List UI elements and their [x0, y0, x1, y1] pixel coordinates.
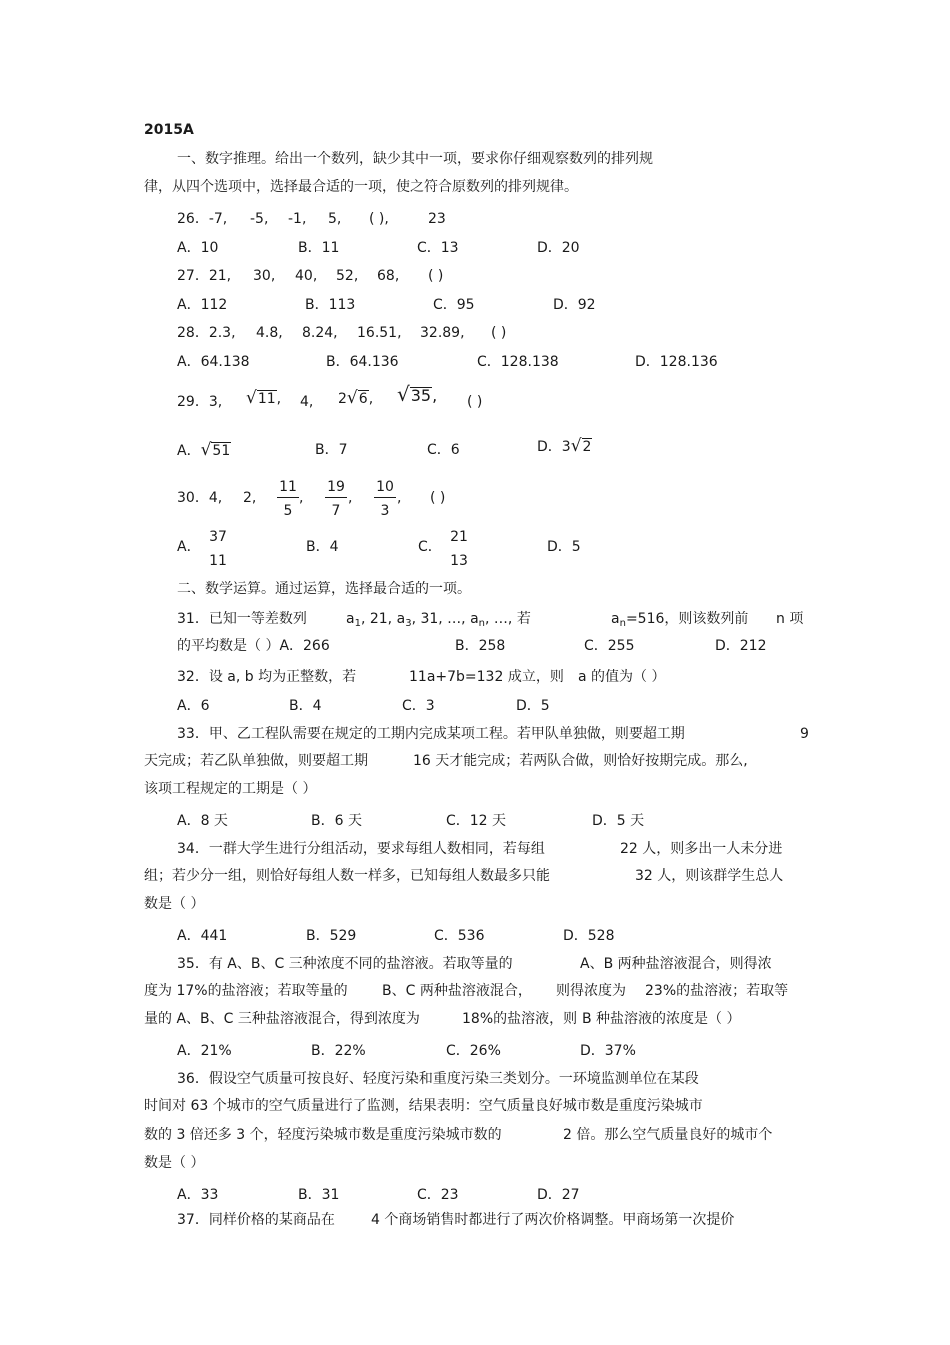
q34-option-c: C．536 [434, 928, 485, 944]
q32-line-1a: 32．设 a, b 均为正整数，若 [177, 669, 357, 685]
q33-option-a: A．8 天 [177, 813, 228, 829]
q30-comma-2: , [348, 490, 353, 506]
q28-stem-1: 4.8, [256, 325, 283, 341]
q30-label: 30．4, [177, 490, 223, 506]
q26-option-d: D．20 [537, 240, 580, 256]
q30-option-a-numerator: 37 [209, 529, 227, 545]
q30-frac3-bar [374, 497, 396, 498]
q37-line-1b: 4 个商场销售时都进行了两次价格调整。甲商场第一次提价 [371, 1212, 735, 1228]
q34-option-a: A．441 [177, 928, 228, 944]
q27-option-c: C．95 [433, 297, 475, 313]
q33-option-d: D．5 天 [592, 813, 645, 829]
q27-stem-4: 68, [377, 268, 400, 284]
q30-frac2-denominator: 7 [331, 503, 341, 519]
q34-option-d: D．528 [563, 928, 615, 944]
q33-line-1-end: 9 [800, 726, 809, 742]
q33-option-c: C．12 天 [446, 813, 507, 829]
q27-stem-0: 27．21, [177, 268, 232, 284]
q26-stem-1: -5, [250, 211, 269, 227]
q35-line-2c: 则得浓度为 [556, 983, 626, 999]
q30-option-c-label: C． [418, 539, 442, 555]
q27-option-a: A．112 [177, 297, 228, 313]
q33-line-1: 33．甲、乙工程队需要在规定的工期内完成某项工程。若甲队单独做，则要超工期 [177, 726, 685, 742]
q36-line-3a: 数的 3 倍还多 3 个，轻度污染城市数是重度污染城市数的 [144, 1127, 502, 1143]
q30-option-c-denominator: 13 [450, 553, 468, 569]
q31-line-1d: n 项 [776, 611, 804, 627]
q29-term-4: 4, [300, 394, 314, 410]
q29-sqrt-11: √11, [246, 388, 282, 408]
q35-option-a: A．21% [177, 1043, 232, 1059]
q28-option-a: A．64.138 [177, 354, 250, 370]
q34-line-1b: 22 人，则多出一人未分进 [620, 841, 783, 857]
q27-option-d: D．92 [553, 297, 596, 313]
q26-stem-4: ( ), [369, 211, 389, 227]
q31-option-c: C．255 [584, 638, 635, 654]
q36-line-2: 时间对 63 个城市的空气质量进行了监测，结果表明：空气质量良好城市数是重度污染城市 [144, 1098, 703, 1114]
q34-line-3: 数是（ ） [144, 896, 205, 912]
q36-option-d: D．27 [537, 1187, 580, 1203]
q27-stem-2: 40, [295, 268, 318, 284]
q35-option-d: D．37% [580, 1043, 636, 1059]
q26-stem-5: 23 [428, 211, 446, 227]
q33-line-2a: 天完成；若乙队单独做，则要超工期 [144, 753, 368, 769]
q32-line-1b: 11a+7b=132 成立，则 [409, 669, 564, 685]
q30-frac1-denominator: 5 [283, 503, 293, 519]
section-1-intro-line-1: 一、数字推理。给出一个数列，缺少其中一项，要求你仔细观察数列的排列规 [177, 151, 653, 167]
q36-line-4: 数是（ ） [144, 1155, 205, 1171]
section-2-intro: 二、数学运算。通过运算，选择最合适的一项。 [177, 581, 471, 597]
q30-option-c-numerator: 21 [450, 529, 468, 545]
q28-stem-5: ( ) [491, 325, 507, 341]
q30-blank: ( ) [430, 490, 446, 506]
q36-option-b: B．31 [298, 1187, 340, 1203]
q26-stem-2: -1, [288, 211, 307, 227]
q35-line-2d: 23%的盐溶液；若取等 [645, 983, 789, 999]
q35-option-b: B．22% [311, 1043, 366, 1059]
q29-option-d: D．3√2 [537, 436, 592, 456]
q28-stem-2: 8.24, [302, 325, 338, 341]
q30-option-a-denominator: 11 [209, 553, 227, 569]
q29-sqrt-35: √35, [397, 382, 438, 406]
q27-stem-1: 30, [253, 268, 276, 284]
q30-frac1-bar [277, 497, 299, 498]
q36-line-1: 36．假设空气质量可按良好、轻度污染和重度污染三类划分。一环境监测单位在某段 [177, 1071, 699, 1087]
q35-option-c: C．26% [446, 1043, 501, 1059]
q31-line-1a: 31．已知一等差数列 [177, 611, 307, 627]
q30-frac2-bar [325, 497, 347, 498]
q29-2sqrt6: 2√6, [338, 388, 374, 408]
q29-option-c: C．6 [427, 442, 460, 458]
q35-line-1b: A、B 两种盐溶液混合，则得浓 [580, 956, 772, 972]
q34-line-2a: 组；若少分一组，则恰好每组人数一样多，已知每组人数最多只能 [144, 868, 550, 884]
q35-line-3a: 量的 A、B、C 三种盐溶液混合，得到浓度为 [144, 1011, 420, 1027]
q33-line-3: 该项工程规定的工期是（ ） [144, 781, 317, 797]
q31-line-2: 的平均数是（ ）A．266 [177, 638, 330, 654]
q27-stem-3: 52, [336, 268, 359, 284]
q30-frac2-numerator: 19 [327, 479, 345, 495]
q28-option-b: B．64.136 [326, 354, 399, 370]
q32-option-b: B．4 [289, 698, 322, 714]
q35-line-1a: 35．有 A、B、C 三种浓度不同的盐溶液。若取等量的 [177, 956, 513, 972]
q30-frac3-denominator: 3 [380, 503, 390, 519]
q27-stem-5: ( ) [428, 268, 444, 284]
q26-option-c: C．13 [417, 240, 459, 256]
q30-option-b: B．4 [306, 539, 339, 555]
q36-option-c: C．23 [417, 1187, 459, 1203]
q32-option-a: A．6 [177, 698, 210, 714]
q34-line-1a: 34．一群大学生进行分组活动，要求每组人数相同，若每组 [177, 841, 545, 857]
q34-option-b: B．529 [306, 928, 357, 944]
q29-option-a: A．√51 [177, 440, 231, 460]
q32-line-1c: a 的值为（ ） [578, 669, 666, 685]
q35-line-3b: 18%的盐溶液，则 [462, 1011, 578, 1027]
q31-option-b: B．258 [455, 638, 506, 654]
q28-option-c: C．128.138 [477, 354, 559, 370]
q30-option-a-label: A． [177, 539, 201, 555]
q31-line-1b: $a_1$, 21, $a_3$, 31, …, $a_n$, …, 若 [346, 611, 531, 629]
section-1-intro-line-2: 律，从四个选项中，选择最合适的一项，使之符合原数列的排列规律。 [144, 179, 578, 195]
q26-stem-0: 26．-7, [177, 211, 228, 227]
q37-line-1a: 37．同样价格的某商品在 [177, 1212, 335, 1228]
q28-stem-4: 32.89, [420, 325, 465, 341]
q29-blank: ( ) [467, 394, 483, 410]
q29-option-b: B．7 [315, 442, 348, 458]
q30-comma-1: , [299, 490, 304, 506]
q30-frac3-numerator: 10 [376, 479, 394, 495]
q33-option-b: B．6 天 [311, 813, 362, 829]
q29-label: 29．3, [177, 394, 223, 410]
q30-comma-3: , [397, 490, 402, 506]
q36-line-3b: 2 倍。那么空气质量良好的城市个 [563, 1127, 773, 1143]
q30-term-2: 2, [243, 490, 257, 506]
q27-option-b: B．113 [305, 297, 356, 313]
q32-option-c: C．3 [402, 698, 435, 714]
q30-option-d: D．5 [547, 539, 581, 555]
q34-line-2b: 32 人，则该群学生总人 [635, 868, 784, 884]
q28-stem-3: 16.51, [357, 325, 402, 341]
q31-option-d: D．212 [715, 638, 767, 654]
q28-stem-0: 28．2.3, [177, 325, 236, 341]
q36-option-a: A．33 [177, 1187, 219, 1203]
q32-option-d: D．5 [516, 698, 550, 714]
q26-option-b: B．11 [298, 240, 340, 256]
q28-option-d: D．128.136 [635, 354, 718, 370]
q26-stem-3: 5, [328, 211, 342, 227]
page-title: 2015A [144, 122, 194, 138]
q35-line-3c: B 种盐溶液的浓度是（ ） [582, 1011, 741, 1027]
q26-option-a: A．10 [177, 240, 219, 256]
q35-line-2b: B、C 两种盐溶液混合， [382, 983, 532, 999]
q30-frac1-numerator: 11 [279, 479, 297, 495]
q31-line-1c: $a_n=516$，则该数列前 [611, 611, 749, 629]
q33-line-2b: 16 天才能完成；若两队合做，则恰好按期完成。那么, [413, 753, 748, 769]
q35-line-2a: 度为 17%的盐溶液；若取等量的 [144, 983, 348, 999]
